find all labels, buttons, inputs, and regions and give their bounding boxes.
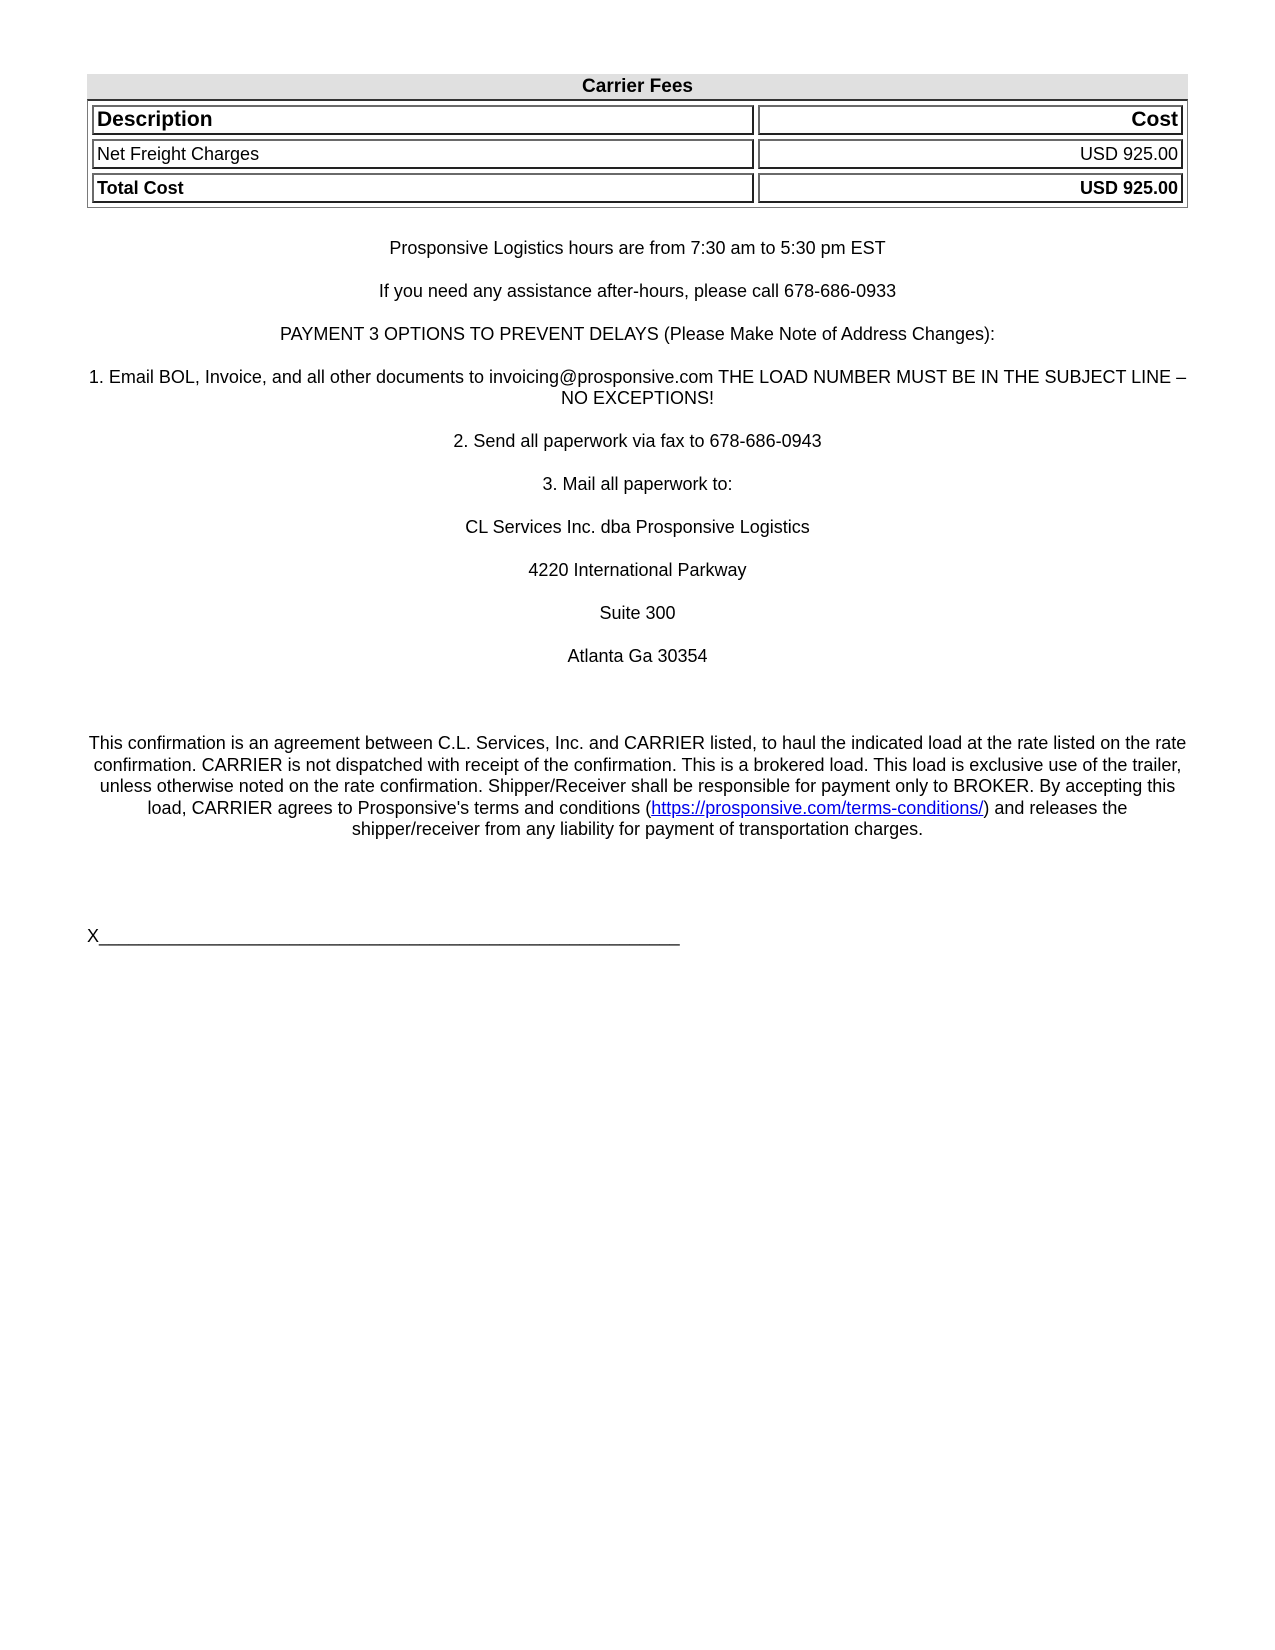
business-hours: Prosponsive Logistics hours are from 7:30 am to 5:30 pm EST (389, 238, 886, 258)
address-suite: Suite 300 (599, 603, 676, 623)
after-hours-contact: If you need any assistance after-hours, please call 678-686-0933 (378, 281, 897, 301)
cost-header: Cost (758, 105, 1183, 135)
carrier-fees-section (87, 74, 1188, 208)
fee-cost: USD 925.00 (758, 139, 1183, 169)
carrier-fees-header-row (92, 105, 1183, 135)
total-cost: USD 925.00 (758, 173, 1183, 203)
signature-line: X__________________________________________________________ (87, 926, 680, 946)
payment-option-email: 1. Email BOL, Invoice, and all other documents to invoicing@prosponsive.com THE LOAD NUMBER MUST BE IN THE SUBJECT LINE – NO EXCEPTIONS! (88, 367, 1187, 408)
terms-conditions-link[interactable]: https://prosponsive.com/terms-conditions/ (651, 797, 984, 818)
payment-option-mail: 3. Mail all paperwork to: (542, 474, 733, 494)
carrier-fees-table (87, 99, 1188, 208)
payment-option-fax: 2. Send all paperwork via fax to 678-686-0943 (453, 431, 822, 451)
payment-heading: PAYMENT 3 OPTIONS TO PREVENT DELAYS (Please Make Note of Address Changes): (280, 324, 995, 344)
total-label: Total Cost (92, 173, 754, 203)
total-row (92, 173, 1183, 203)
agreement-text-end: ) and releases the shipper/receiver from any liability for payment of transportation charges. (351, 797, 1128, 839)
carrier-fees-title: Carrier Fees (87, 74, 1188, 99)
agreement-text (87, 733, 1188, 841)
agreement-text-start: This confirmation is an agreement between C.L. Services, Inc. and CARRIER listed, to haul the indicated load at the rate listed on the rate confirmation. CARRIER is not dispatched with receipt of the confirmation. This is a brokered load. This load is exclusive use of the trailer, unless otherwise noted on the rate confirmation. Shipper/Receiver shall be responsible for payment only to BROKER. By accepting this load, CARRIER agrees to Prosponsive's terms and conditions ( (88, 733, 1187, 818)
address-city: Atlanta Ga 30354 (567, 646, 708, 666)
description-header: Description (92, 105, 754, 135)
address-company: CL Services Inc. dba Prosponsive Logistics (465, 517, 810, 537)
fee-description: Net Freight Charges (92, 139, 754, 169)
address-street: 4220 International Parkway (528, 560, 747, 580)
table-row (92, 139, 1183, 169)
payment-info (87, 238, 1188, 689)
